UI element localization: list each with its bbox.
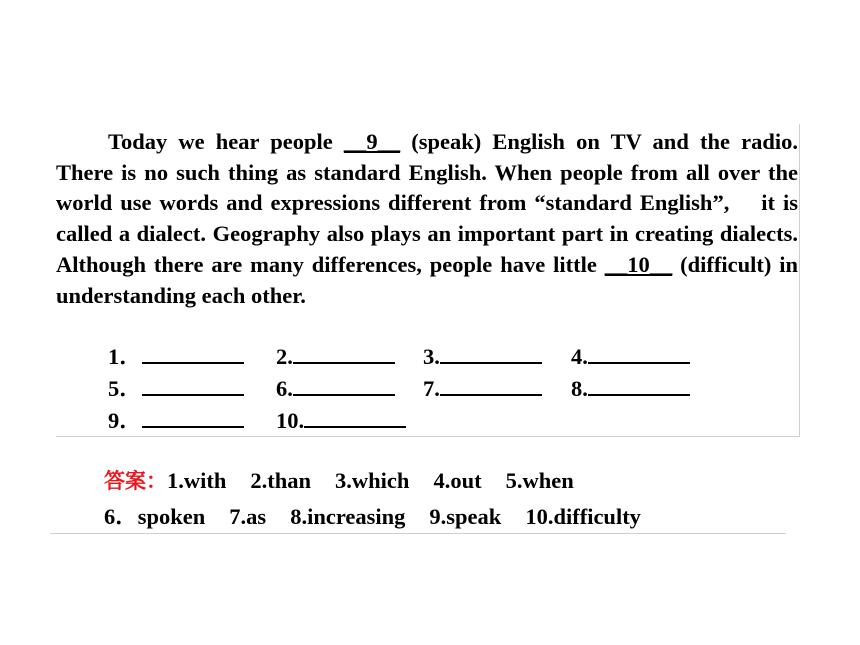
- blank-number: 4.: [571, 344, 588, 369]
- blank-10-fill: __10__: [604, 251, 673, 277]
- passage-text: [56, 127, 798, 311]
- answer-item: 7.as: [229, 504, 267, 529]
- answer-item: 2.than: [250, 468, 312, 493]
- answer-line: [293, 374, 395, 396]
- blank-item-2: [276, 342, 395, 372]
- answer-item: 6．spoken: [104, 504, 206, 529]
- blank-item-8: [571, 374, 690, 404]
- blank-number: 2.: [276, 344, 293, 369]
- answer-line: [588, 342, 690, 364]
- divider: [50, 533, 786, 534]
- answer-item: 1.with: [167, 468, 227, 493]
- blank-item-10: [276, 406, 406, 436]
- blank-number: 8.: [571, 376, 588, 401]
- answer-label: 答案：: [104, 469, 167, 493]
- answer-item: 10.difficulty: [525, 504, 641, 529]
- answer-line: [142, 342, 244, 364]
- answer-item: 4.out: [433, 468, 482, 493]
- answer-line-2: [104, 500, 804, 534]
- answer-line-1: [104, 464, 804, 498]
- blank-item-6: [276, 374, 395, 404]
- passage-end: (difficult) in understanding each other.: [56, 251, 798, 308]
- blank-number: 5．: [108, 376, 142, 401]
- answer-item: 9.speak: [429, 504, 502, 529]
- answer-line: [142, 406, 244, 428]
- answer-line: [293, 342, 395, 364]
- blank-number: 3.: [423, 344, 440, 369]
- blank-item-1: [108, 342, 244, 372]
- answer-line: [588, 374, 690, 396]
- blank-9-fill: __9__: [343, 129, 401, 154]
- blank-item-7: [423, 374, 542, 404]
- answer-line: [440, 374, 542, 396]
- blank-number: 1．: [108, 344, 142, 369]
- blank-number: 9．: [108, 408, 142, 433]
- answer-item: 8.increasing: [290, 504, 406, 529]
- answer-line: [440, 342, 542, 364]
- answer-line: [304, 406, 406, 428]
- answer-line: [142, 374, 244, 396]
- answer-item: 5.when: [505, 468, 574, 493]
- blank-item-9: [108, 406, 244, 436]
- answer-item: 3.which: [335, 468, 410, 493]
- blank-number: 7.: [423, 376, 440, 401]
- blank-item-4: [571, 342, 690, 372]
- passage-start: Today we hear people: [108, 129, 344, 154]
- blank-item-5: [108, 374, 244, 404]
- exercise-panel: [56, 124, 800, 437]
- blank-number: 10.: [276, 408, 305, 433]
- blank-item-3: [423, 342, 542, 372]
- blank-number: 6.: [276, 376, 293, 401]
- passage-middle: (speak) English on TV and the radio. There is no such thing as standard English. When people from all over the world use words and expressions different from “standard English”, it is called a dialect. Geography also plays an important part in creating dialects. Although there are many differences, people have little: [56, 129, 798, 277]
